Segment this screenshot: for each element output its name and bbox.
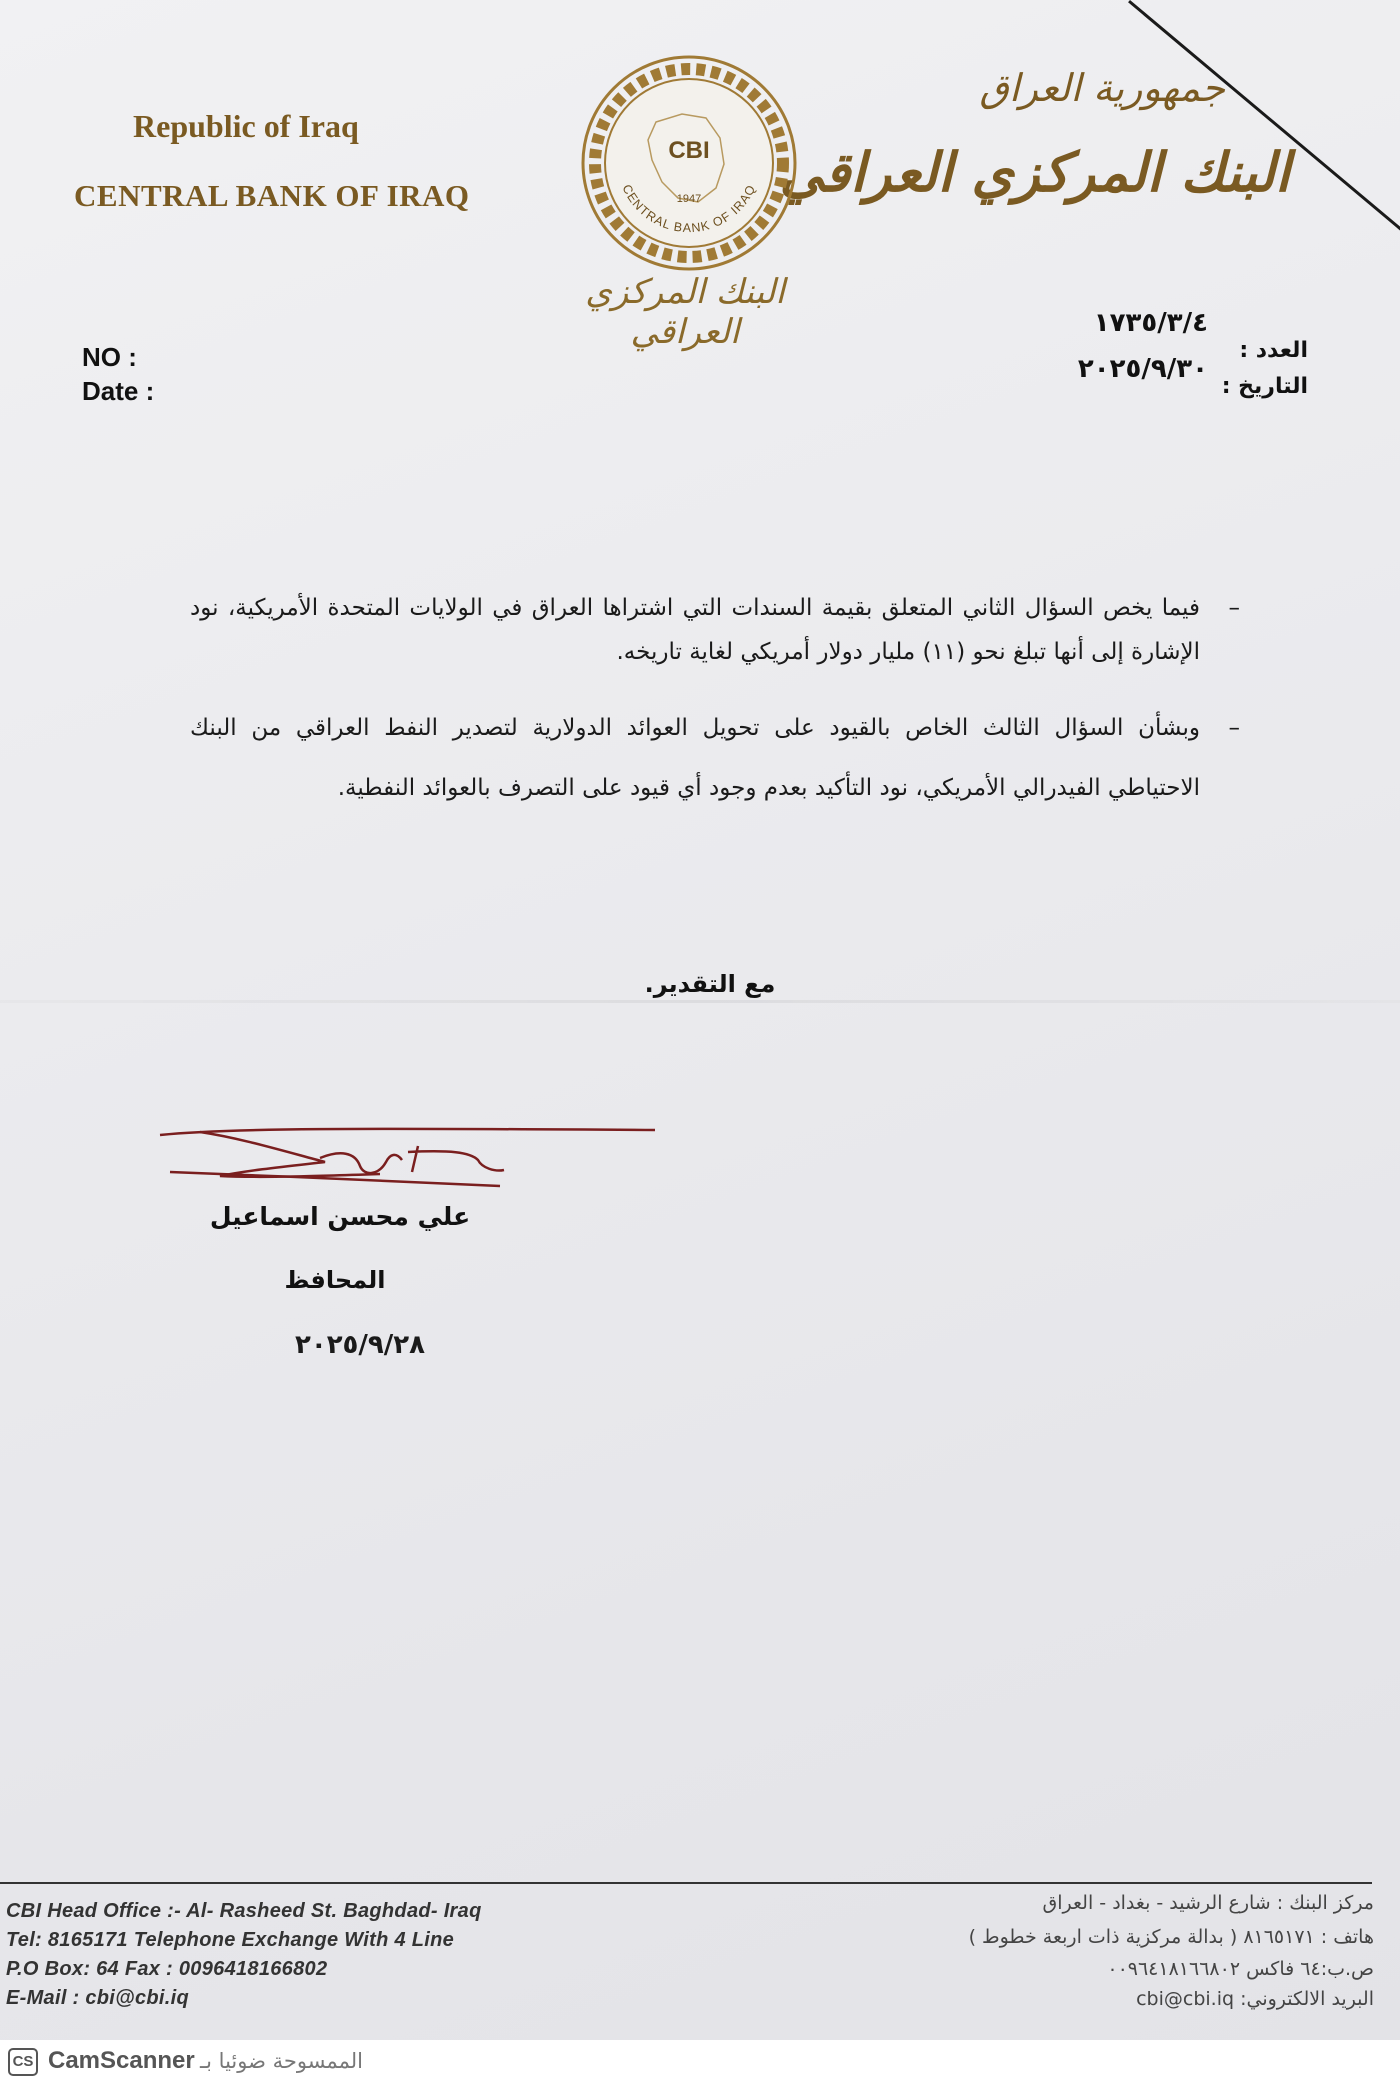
footer-email-ar: البريد الالكتروني: cbi@cbi.iq bbox=[1136, 1988, 1374, 2010]
paragraph-bonds-text: فيما يخص السؤال الثاني المتعلق بقيمة السندات التي اشتراها العراق في الولايات المتحدة الأمريكية، نود الإشارة إلى أنها تبلغ نحو (١١) مليار دولار أمريكي لغاية تاريخه. bbox=[190, 595, 1200, 665]
logo-year: 1947 bbox=[676, 193, 702, 205]
signatory-name: علي محسن اسماعيل bbox=[209, 1202, 471, 1231]
ref-date-label-en: Date : bbox=[82, 376, 155, 406]
cbi-seal-logo bbox=[578, 52, 800, 274]
republic-of-iraq-en: Republic of Iraq bbox=[133, 108, 359, 144]
footer-pobox-fax-ar: ص.ب:٦٤ فاكس ٠٠٩٦٤١٨١٦٦٨٠٢ bbox=[1107, 1958, 1374, 1980]
closing-regards: مع التقدير. bbox=[644, 970, 776, 998]
footer-address-ar: مركز البنك : شارع الرشيد - بغداد - العراق bbox=[1042, 1892, 1374, 1914]
footer-address-en: CBI Head Office :- Al- Rasheed St. Baghdad- Iraq bbox=[6, 1900, 482, 1922]
signatory-title: المحافظ bbox=[284, 1266, 386, 1294]
camscanner-label-ar: الممسوحة ضوئيا بـ bbox=[200, 2049, 363, 2073]
folded-corner-edge bbox=[1128, 0, 1400, 272]
signature-date: ٢٠٢٥/٩/٢٨ bbox=[294, 1330, 426, 1360]
camscanner-icon: CS bbox=[8, 2048, 38, 2076]
ref-no-label-ar: العدد : bbox=[1239, 338, 1308, 363]
bullet-dash: – bbox=[1228, 595, 1240, 621]
governor-signature bbox=[150, 1110, 670, 1210]
central-bank-of-iraq-ar: البنك المركزي العراقي bbox=[779, 140, 1290, 204]
paper-fold-line bbox=[0, 1000, 1400, 1003]
logo-caption-ar: البنك المركزي العراقي bbox=[585, 272, 785, 352]
footer-phone-ar: هاتف : ٨١٦٥١٧١ ( بدالة مركزية ذات اربعة خطوط ) bbox=[968, 1926, 1374, 1948]
ref-date-label-ar: التاريخ : bbox=[1221, 374, 1308, 399]
ref-date: ٢٠٢٥/٩/٣٠ bbox=[1077, 354, 1208, 384]
ref-no-label-en: NO : bbox=[82, 342, 137, 372]
paragraph-oil-revenue bbox=[190, 698, 1240, 818]
republic-of-iraq-ar: جمهورية العراق bbox=[979, 66, 1225, 110]
camscanner-label: CamScanner bbox=[48, 2047, 195, 2074]
central-bank-of-iraq-en: CENTRAL BANK OF IRAQ bbox=[74, 178, 470, 213]
ref-number: ١٧٣٥/٣/٤ bbox=[1093, 308, 1208, 338]
footer-email-en: E-Mail : cbi@cbi.iq bbox=[6, 1987, 189, 2009]
logo-abbr: CBI bbox=[668, 137, 710, 164]
paragraph-oil-revenue-text: وبشأن السؤال الثالث الخاص بالقيود على تحويل العوائد الدولارية لتصدير النفط العراقي من البنك الاحتياطي الفيدرالي الأمريكي، نود التأكيد بعدم وجود أي قيود على التصرف بالعوائد النفطية. bbox=[190, 715, 1200, 801]
logo-ring-text: CENTRAL BANK OF IRAQ bbox=[619, 182, 759, 236]
footer-pobox-fax-en: P.O Box: 64 Fax : 0096418166802 bbox=[6, 1958, 328, 1980]
bullet-dash: – bbox=[1228, 715, 1240, 741]
paragraph-bonds bbox=[190, 586, 1240, 674]
footer-divider bbox=[0, 1882, 1372, 1884]
footer-phone-en: Tel: 8165171 Telephone Exchange With 4 Line bbox=[6, 1929, 455, 1951]
